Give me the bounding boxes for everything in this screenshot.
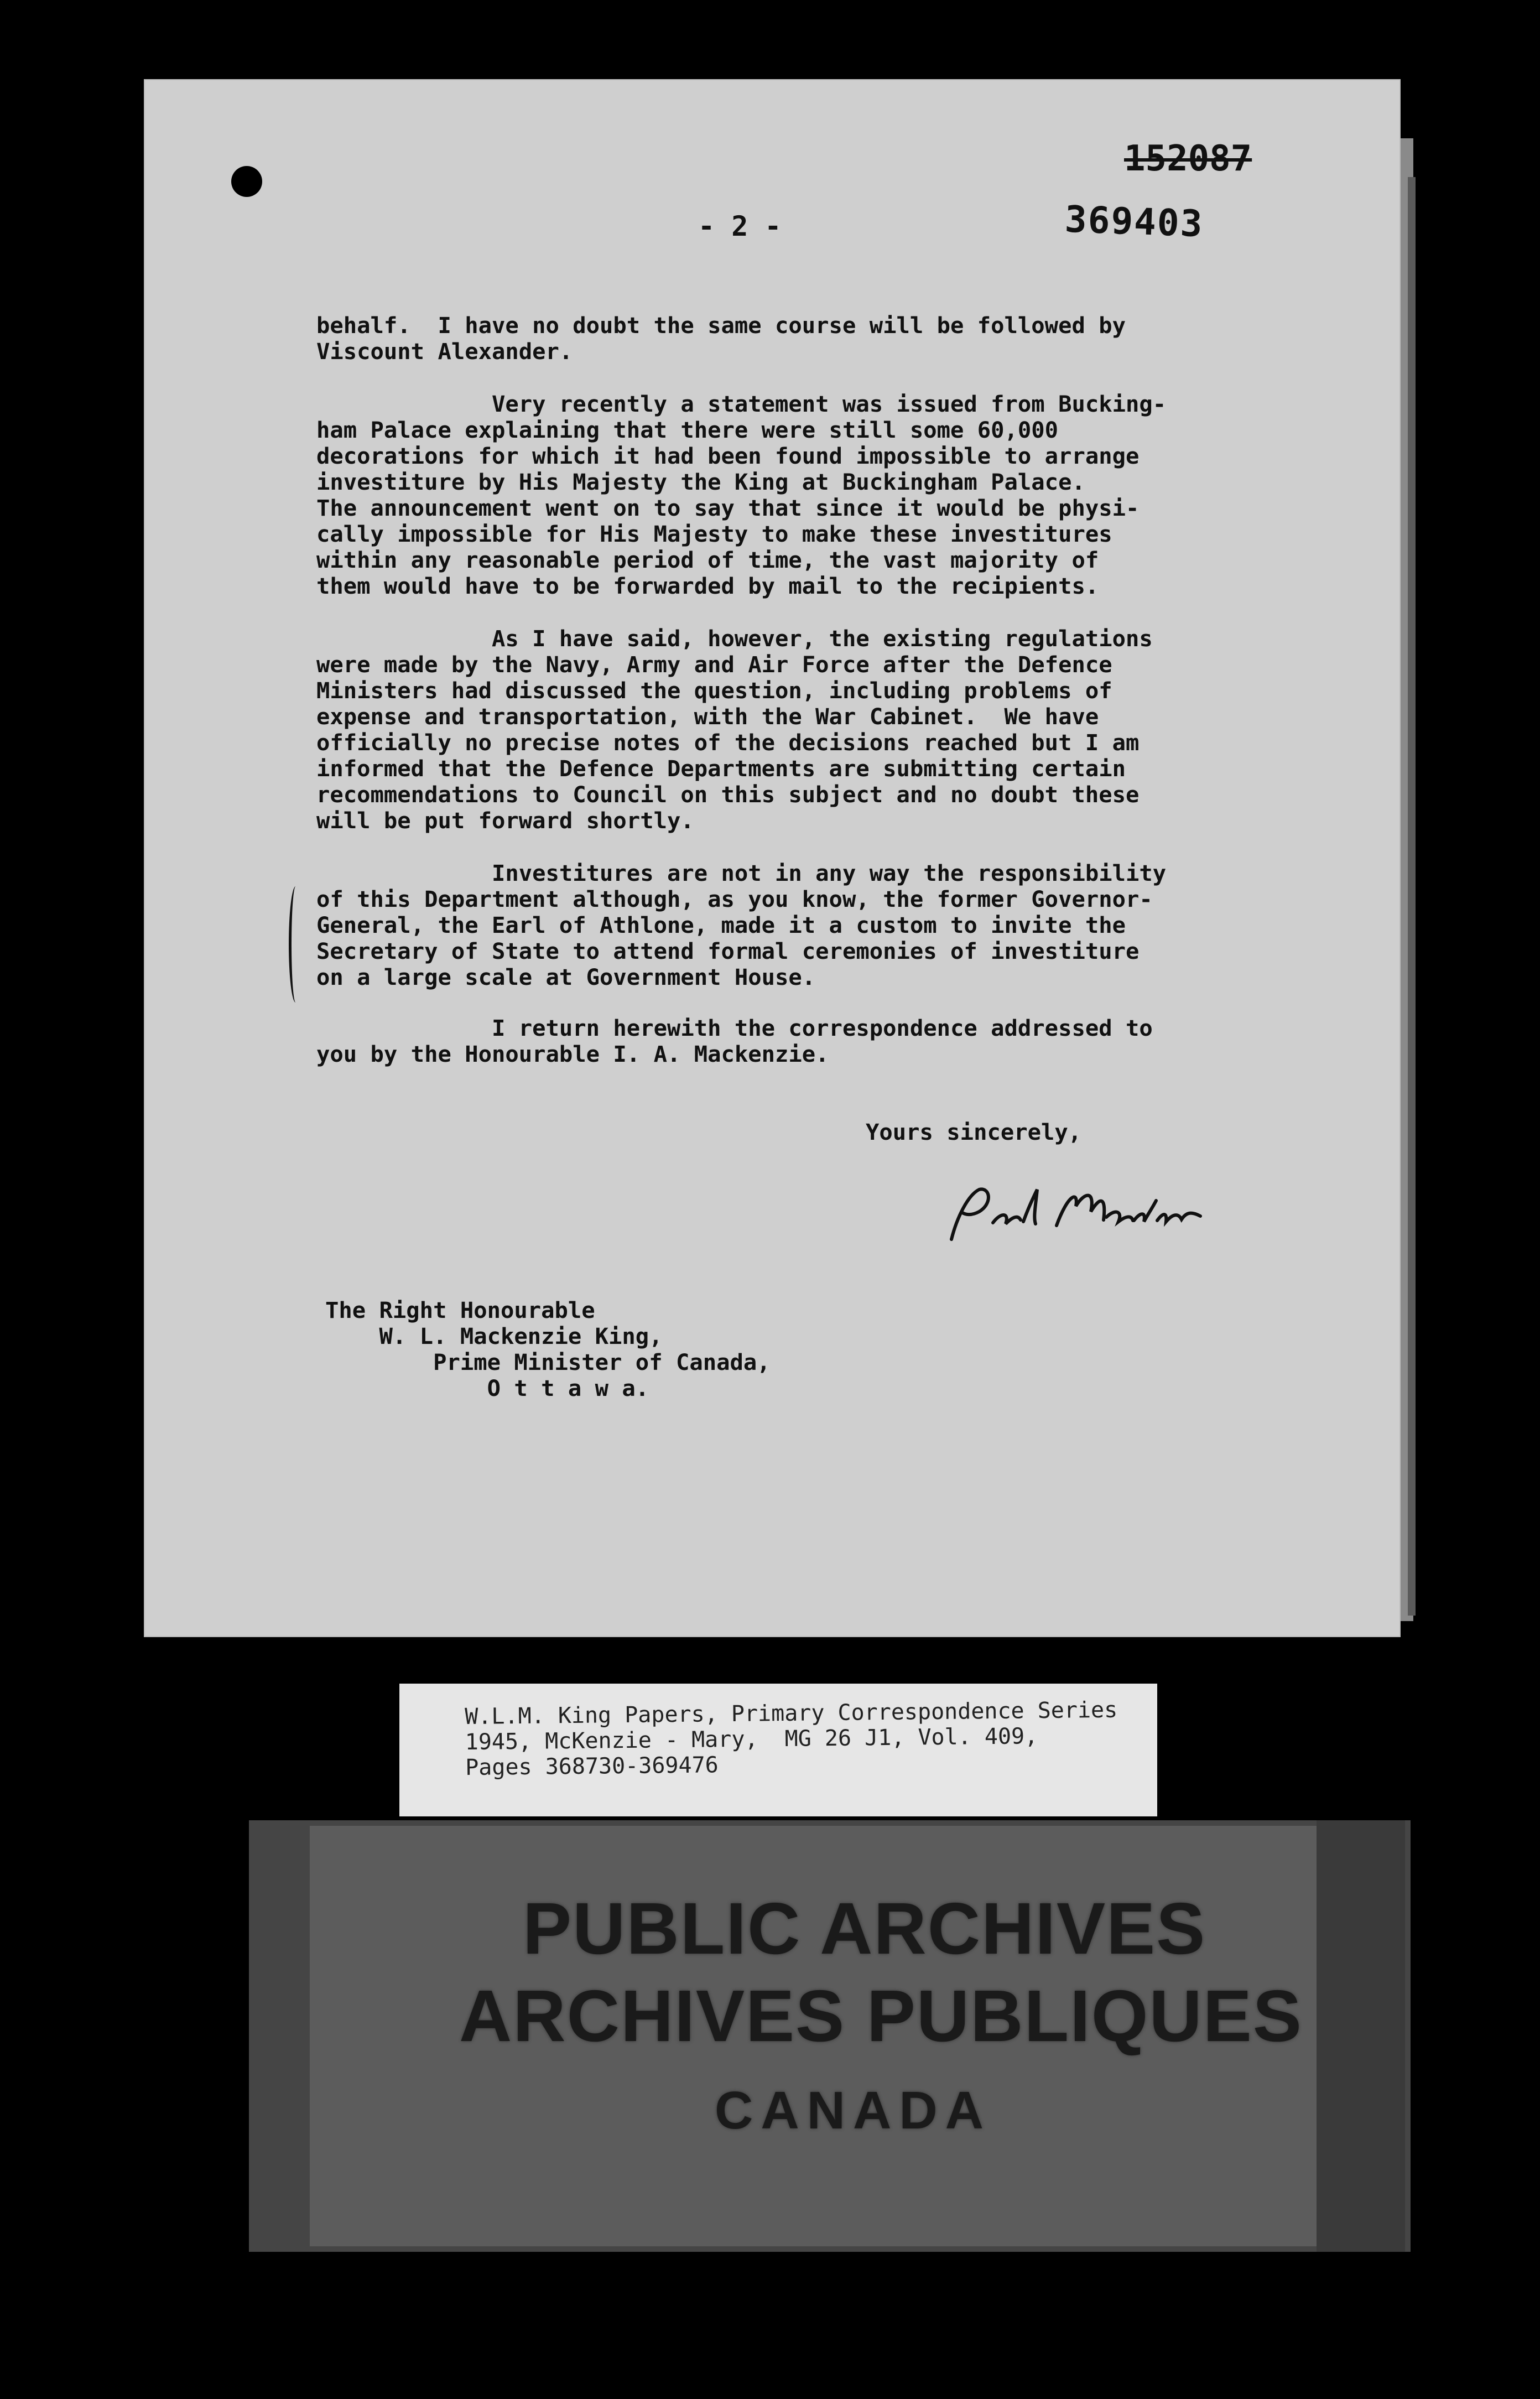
sheet-underlayer-shadow xyxy=(1408,177,1416,1616)
struck-document-number: 152087 xyxy=(1124,138,1252,179)
margin-bracket-mark xyxy=(289,886,303,1003)
punch-hole xyxy=(231,166,262,197)
paragraph-4: Investitures are not in any way the responsibility of this Department although, as you know, the former Governor- General, the Earl of Athlone, made it a custom to invite the Secretary of State to attend formal ceremonies of investiture on a large scale at Government House. xyxy=(316,860,1167,990)
paragraph-1: behalf. I have no doubt the same course will be followed by Viscount Alexander. xyxy=(316,312,1126,365)
archive-stamp-line-3: CANADA xyxy=(715,2081,991,2140)
addressee-line: W. L. Mackenzie King, xyxy=(325,1323,663,1349)
archive-stamp-line-1: PUBLIC ARCHIVES xyxy=(523,1888,1206,1969)
reference-line: W.L.M. King Papers, Primary Correspondence Series xyxy=(465,1697,1118,1730)
reference-line: Pages 368730-369476 xyxy=(465,1752,719,1780)
paragraph-3: As I have said, however, the existing regulations were made by the Navy, Army and Air Force after the Defence Ministers had discussed the question, including problems of expense and transportation, with the War Cabinet. We have officially no precise notes of the decisions reached but I am informed that the Defence Departments are submitting certain recommendations to Council on this subject and no doubt these will be put forward shortly. xyxy=(316,625,1153,834)
addressee-line: O t t a w a. xyxy=(325,1375,649,1401)
page-number: - 2 - xyxy=(698,210,782,242)
signature xyxy=(940,1173,1239,1256)
archive-stamp-card-edge xyxy=(1317,1820,1405,2252)
addressee-line: The Right Honourable xyxy=(325,1297,595,1323)
stamped-document-number: 369403 xyxy=(1064,198,1204,246)
paragraph-2: Very recently a statement was issued from Bucking- ham Palace explaining that there were still some 60,000 decorations for which it had been found impossible to arrange investiture by His Majesty the King at Buckingham Palace. The announcement went on to say that since it would be physi- cally impossible for His Majesty to make these investitures within any reasonable period of time, the vast majority of them would have to be forwarded by mail to the recipients. xyxy=(316,391,1167,599)
addressee-line: Prime Minister of Canada, xyxy=(325,1349,771,1375)
reference-label-text xyxy=(465,1697,1118,1780)
closing: Yours sincerely, xyxy=(866,1119,1082,1145)
archive-stamp-line-2: ARCHIVES PUBLIQUES xyxy=(459,1975,1303,2057)
reference-line: 1945, McKenzie - Mary, MG 26 J1, Vol. 409, xyxy=(465,1723,1038,1755)
paragraph-5: I return herewith the correspondence addressed to you by the Honourable I. A. Mackenzie. xyxy=(316,1015,1153,1067)
addressee-block xyxy=(325,1297,771,1401)
